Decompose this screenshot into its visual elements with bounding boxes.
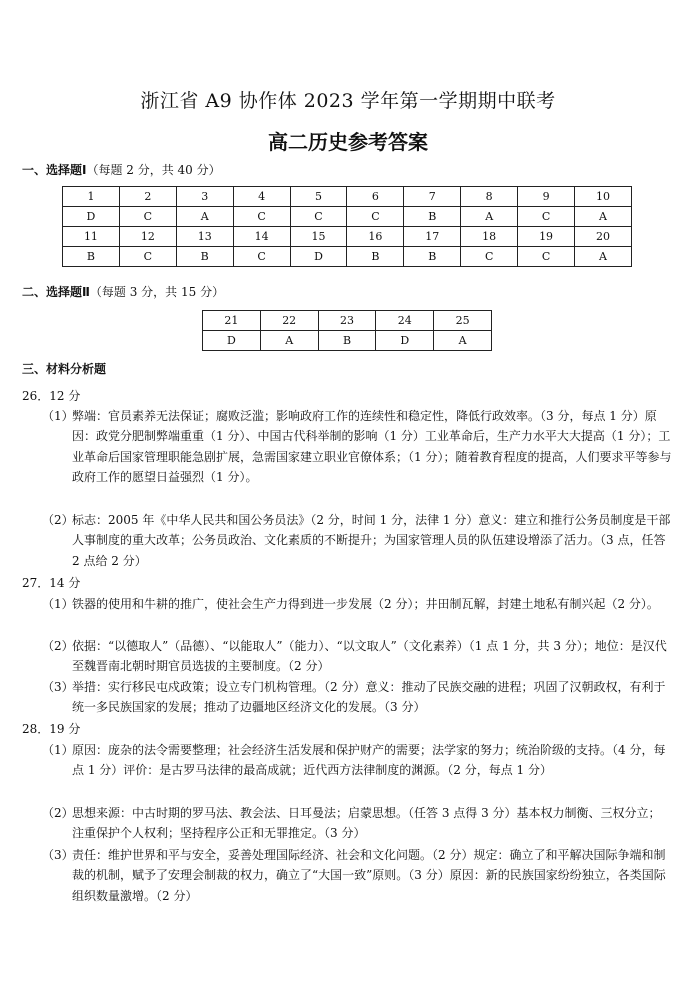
section2-note: （每题 3 分，共 15 分）: [89, 285, 225, 299]
part-number: （1）: [42, 409, 74, 423]
table-cell: B: [318, 331, 376, 351]
question-26-part-1: [42, 406, 672, 487]
section2-heading-line: [22, 283, 224, 300]
table-cell: 14: [233, 227, 290, 247]
part-text: 依据：“以德取人”（品德）、“以能取人”（能力）、“以文取人”（文化素养）（1 点 1 分，共 3 分）；地位：是汉代至魏晋南北朝时期官员选拔的主要制度。（2 分）: [72, 639, 667, 674]
part-number: （1）: [42, 743, 74, 757]
part-number: （3）: [42, 680, 74, 694]
table-cell: 3: [176, 187, 233, 207]
table-cell: D: [63, 207, 120, 227]
table-row: [63, 207, 632, 227]
part-text: 举措：实行移民屯戍政策；设立专门机构管理。（2 分）意义：推动了民族交融的进程；巩固了汉朝政权，有利于统一多民族国家的发展；推动了边疆地区经济文化的发展。（3 分）: [72, 680, 666, 715]
part-number: （3）: [42, 848, 74, 862]
table-cell: 4: [233, 187, 290, 207]
table-cell: 5: [290, 187, 347, 207]
table-cell: A: [575, 247, 632, 267]
table-cell: B: [347, 247, 404, 267]
table-cell: 10: [575, 187, 632, 207]
section2-heading: 二、选择题Ⅱ: [22, 285, 90, 299]
part-number: （2）: [42, 513, 74, 527]
table-cell: 6: [347, 187, 404, 207]
table-cell: 12: [119, 227, 176, 247]
question-28-part-2: [42, 803, 672, 844]
table-cell: D: [203, 331, 261, 351]
table-cell: 25: [434, 311, 492, 331]
table-cell: 15: [290, 227, 347, 247]
table-cell: A: [260, 331, 318, 351]
table-cell: D: [290, 247, 347, 267]
table-cell: B: [404, 207, 461, 227]
table-cell: C: [233, 247, 290, 267]
table-cell: 22: [260, 311, 318, 331]
table-cell: 18: [461, 227, 518, 247]
table-row: [203, 311, 492, 331]
question-27-part-2: [42, 636, 672, 677]
table-cell: 7: [404, 187, 461, 207]
exam-title: 浙江省 A9 协作体 2023 学年第一学期期中联考: [140, 90, 556, 112]
part-number: （1）: [42, 597, 74, 611]
question-27-part-1: [42, 594, 672, 614]
table-cell: 24: [376, 311, 434, 331]
table-cell: 17: [404, 227, 461, 247]
table-cell: A: [176, 207, 233, 227]
part-text: 原因：庞杂的法令需要整理；社会经济生活发展和保护财产的需要；法学家的努力；统治阶级的支持。（4 分，每点 1 分）评价：是古罗马法律的最高成就；近代西方法律制度的渊源。（2 分，每点 1 分）: [72, 743, 666, 778]
question-28-part-3: [42, 845, 672, 906]
table-cell: 16: [347, 227, 404, 247]
question-27-heading: 27．14 分: [22, 576, 81, 590]
table-cell: 11: [63, 227, 120, 247]
section1-answer-table: [62, 186, 632, 267]
table-cell: A: [434, 331, 492, 351]
part-number: （2）: [42, 806, 74, 820]
table-cell: 21: [203, 311, 261, 331]
part-text: 弊端：官员素养无法保证；腐败泛滥；影响政府工作的连续性和稳定性，降低行政效率。（3 分，每点 1 分）原因：政党分肥制弊端重重（1 分）、中国古代科举制的影响（1 分）工业革命后，生产力水平大大提高（1 分）；工业革命后国家管理职能急剧扩展，急需国家建立职业官僚体系；（1 分）；随着教育程度的提高，人们要求平等参与政府工作的愿望日益强烈（1 分）。: [72, 409, 672, 484]
part-text: 责任：维护世界和平与安全，妥善处理国际经济、社会和文化问题。（2 分）规定：确立了和平解决国际争端和制裁的机制，赋予了安理会制裁的权力，确立了“大国一致”原则。（3 分）原因：新的民族国家纷纷独立，各类国际组织数量激增。（2 分）: [72, 848, 666, 903]
part-number: （2）: [42, 639, 74, 653]
table-cell: B: [404, 247, 461, 267]
table-cell: 23: [318, 311, 376, 331]
table-row: [63, 187, 632, 207]
page-subtitle: 高二历史参考答案: [268, 130, 428, 154]
table-cell: C: [518, 247, 575, 267]
table-cell: 1: [63, 187, 120, 207]
section2-answer-table: [202, 310, 492, 351]
table-row: [63, 247, 632, 267]
table-cell: D: [376, 331, 434, 351]
table-cell: C: [119, 247, 176, 267]
section3-heading: 三、材料分析题: [22, 362, 107, 376]
question-27-part-3: [42, 677, 672, 718]
question-26-part-2: [42, 510, 672, 571]
table-cell: C: [290, 207, 347, 227]
table-cell: C: [347, 207, 404, 227]
table-cell: 8: [461, 187, 518, 207]
table-cell: 13: [176, 227, 233, 247]
table-cell: C: [518, 207, 575, 227]
table-cell: 9: [518, 187, 575, 207]
part-text: 铁器的使用和牛耕的推广，使社会生产力得到进一步发展（2 分）；井田制瓦解，封建土地私有制兴起（2 分）。: [72, 597, 659, 611]
section3-heading-line: [22, 360, 106, 377]
table-cell: A: [575, 207, 632, 227]
question-28-part-1: [42, 740, 672, 781]
table-cell: A: [461, 207, 518, 227]
table-cell: C: [119, 207, 176, 227]
section1-note: （每题 2 分，共 40 分）: [86, 163, 221, 177]
section1-heading: 一、选择题Ⅰ: [22, 163, 87, 177]
question-26-heading: 26．12 分: [22, 389, 81, 403]
table-row: [63, 227, 632, 247]
table-cell: 19: [518, 227, 575, 247]
table-cell: 20: [575, 227, 632, 247]
section1-heading-line: [22, 161, 221, 178]
table-cell: 2: [119, 187, 176, 207]
table-cell: C: [461, 247, 518, 267]
table-cell: C: [233, 207, 290, 227]
table-cell: B: [63, 247, 120, 267]
part-text: 标志：2005 年《中华人民共和国公务员法》（2 分，时间 1 分，法律 1 分）意义：建立和推行公务员制度是干部人事制度的重大改革；公务员政治、文化素质的不断提升；为国家管理人员的队伍建设增添了活力。（3 点，任答 2 点给 2 分）: [72, 513, 671, 568]
question-28-heading: 28．19 分: [22, 722, 81, 736]
part-text: 思想来源：中古时期的罗马法、教会法、日耳曼法；启蒙思想。（任答 3 点得 3 分）基本权力制衡、三权分立；注重保护个人权利；坚持程序公正和无罪推定。（3 分）: [72, 806, 661, 841]
table-cell: B: [176, 247, 233, 267]
table-row: [203, 331, 492, 351]
